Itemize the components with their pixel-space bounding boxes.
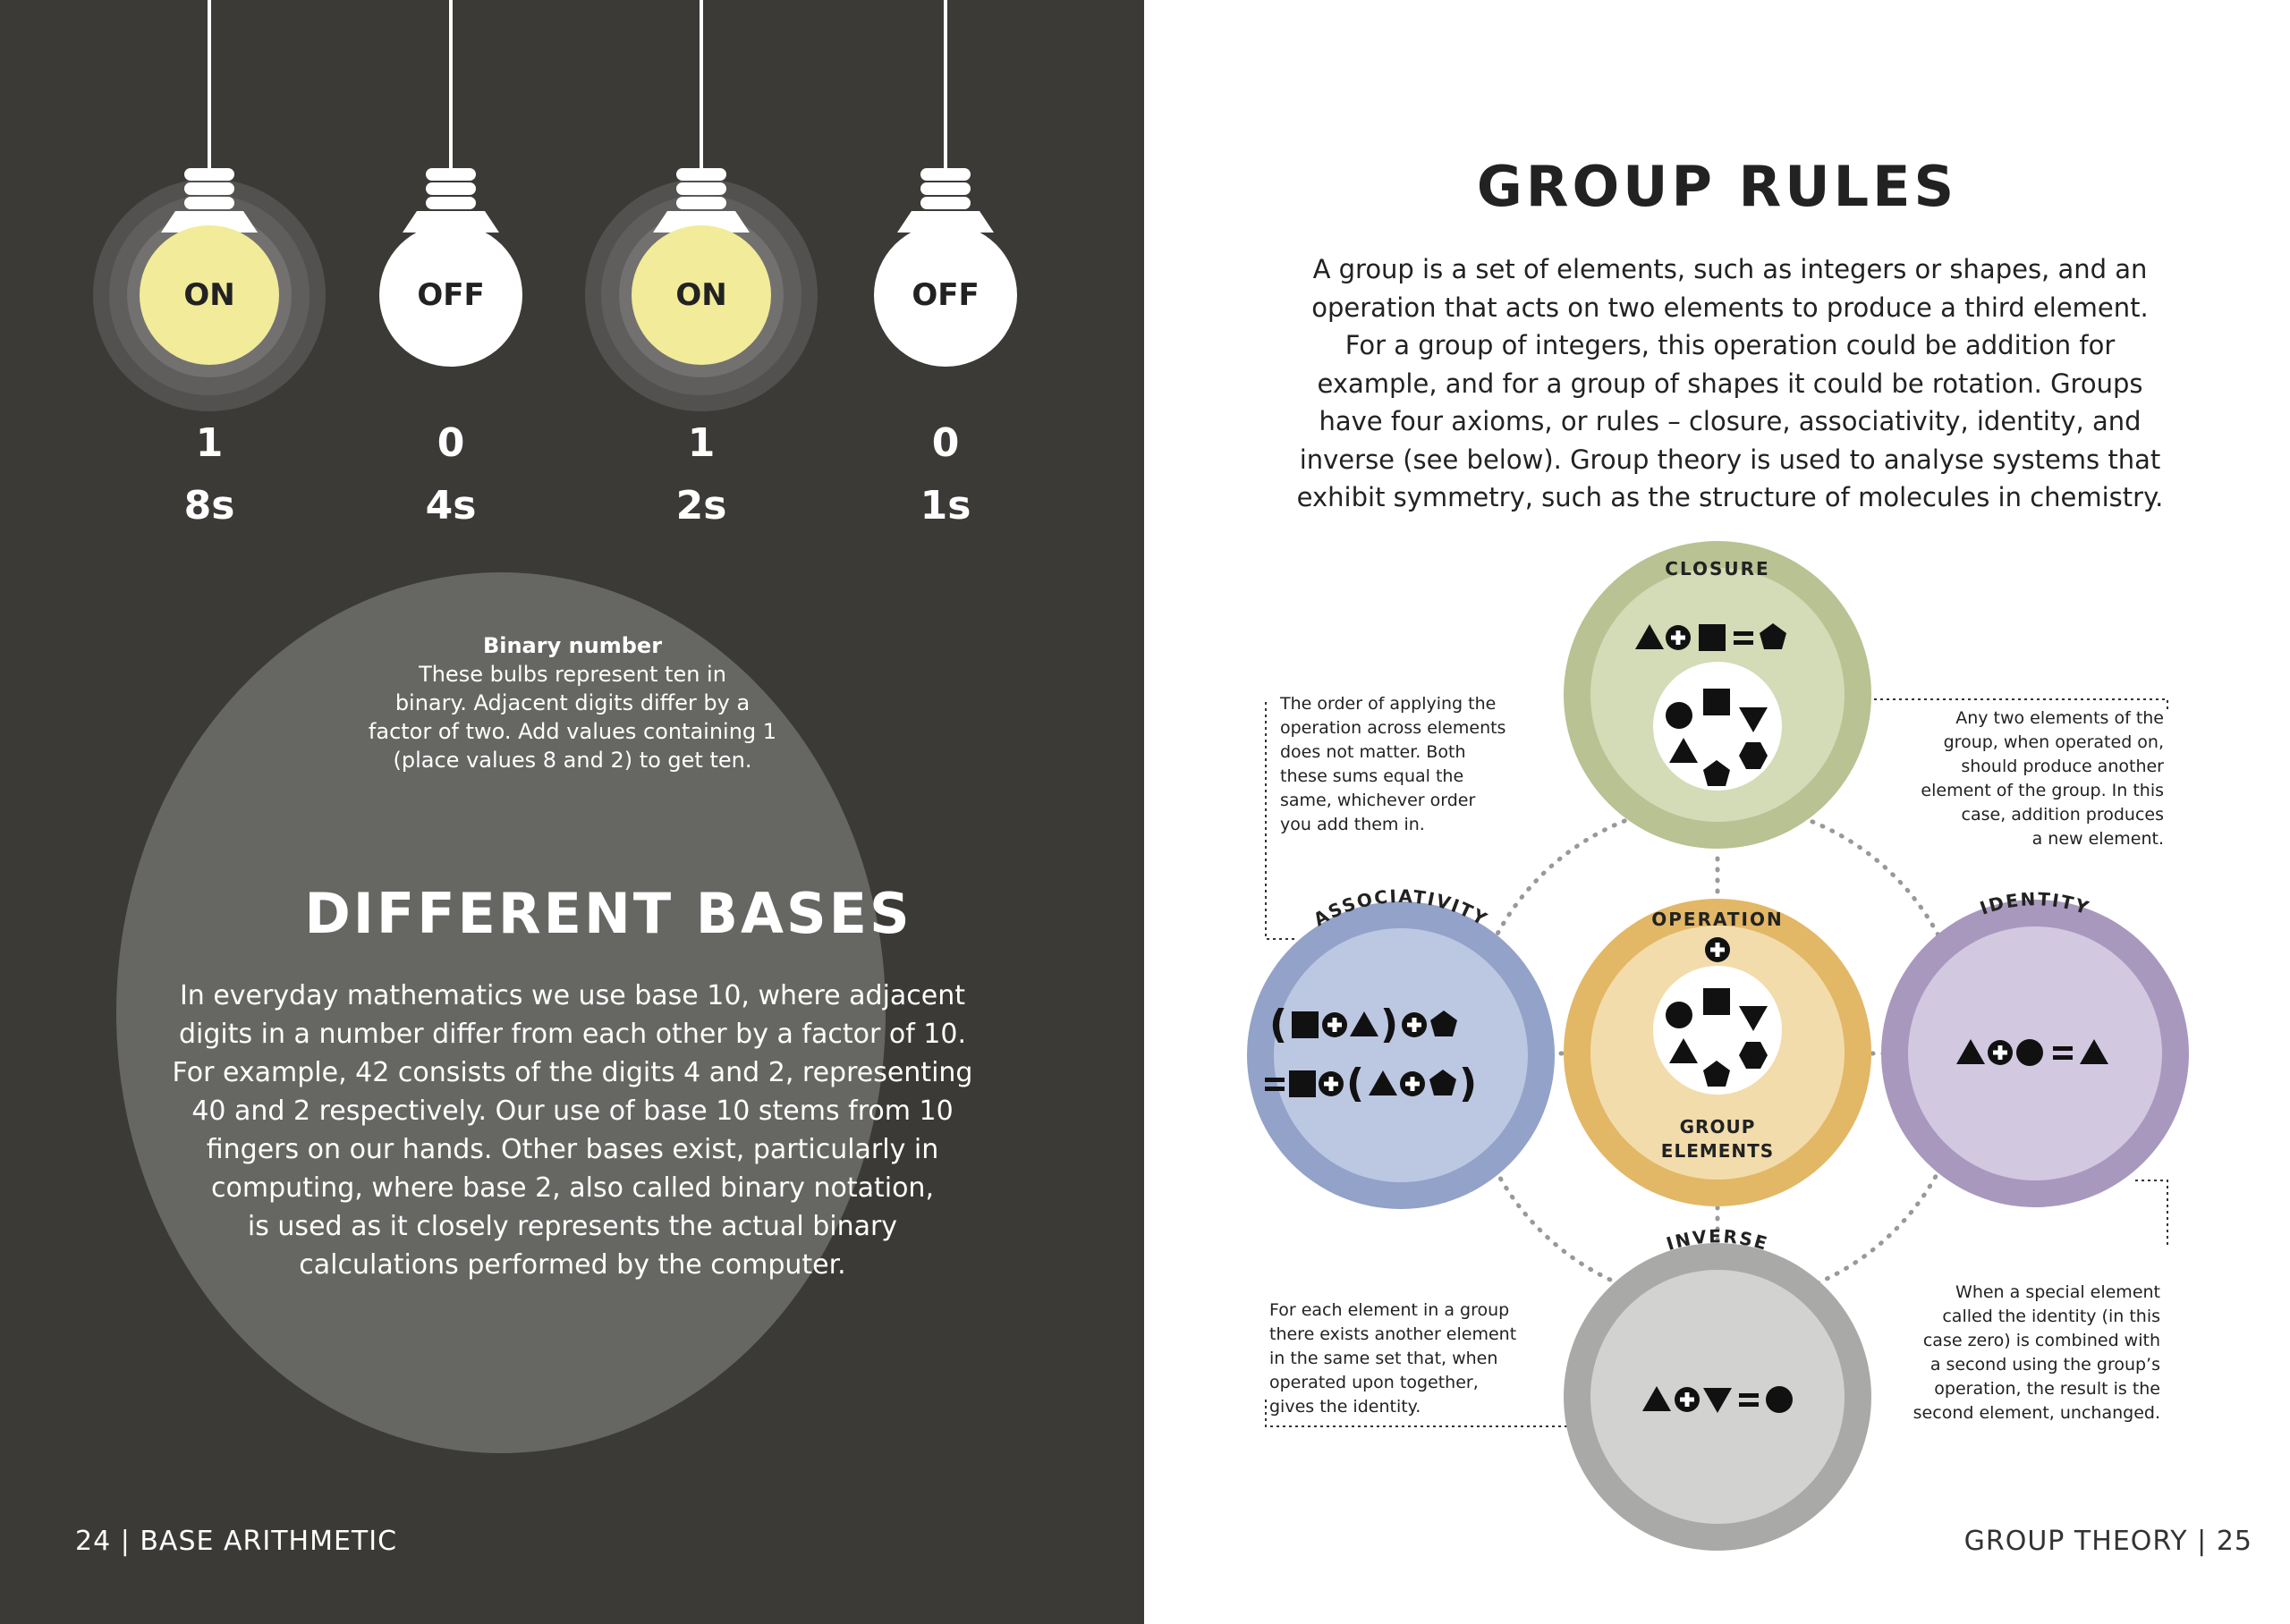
note-leader-line bbox=[2135, 1180, 2167, 1248]
note-line: For each element in a group bbox=[1269, 1300, 1510, 1320]
note-line: The order of applying the bbox=[1280, 694, 1497, 714]
svg-text:(: ( bbox=[1269, 1002, 1288, 1047]
note-line: Any two elements of the bbox=[1955, 708, 2164, 728]
associativity-circle bbox=[1247, 885, 1555, 1209]
note-line: in the same set that, when bbox=[1269, 1349, 1498, 1368]
intro-line: A group is a set of elements, such as integers or shapes, and an bbox=[1312, 254, 2148, 284]
body-line: digits in a number differ from each other by a factor of 10. bbox=[178, 1019, 967, 1050]
note-line: same, whichever order bbox=[1280, 791, 1476, 810]
left-page bbox=[0, 0, 1144, 1624]
bulb-8s bbox=[75, 0, 344, 554]
bulb-1s bbox=[811, 0, 1080, 554]
note-line: When a special element bbox=[1955, 1282, 2160, 1302]
svg-text:): ) bbox=[1459, 1061, 1478, 1106]
body-line: calculations performed by the computer. bbox=[299, 1249, 846, 1281]
page-footer-left: 24 | BASE ARITHMETIC bbox=[75, 1526, 398, 1557]
caption-line: These bulbs represent ten in bbox=[419, 662, 726, 687]
note-line: second element, unchanged. bbox=[1913, 1403, 2160, 1423]
caption-line: (place values 8 and 2) to get ten. bbox=[393, 748, 752, 773]
intro-line: inverse (see below). Group theory is used to analyse systems that bbox=[1299, 444, 2161, 475]
identity-circle bbox=[1881, 888, 2189, 1207]
section-body bbox=[170, 977, 975, 1284]
place-value: 4s bbox=[425, 483, 477, 529]
right-page bbox=[1144, 0, 2290, 1624]
note-line: should produce another bbox=[1961, 757, 2164, 776]
body-line: is used as it closely represents the actual binary bbox=[247, 1211, 898, 1242]
intro-line: operation that acts on two elements to produce a third element. bbox=[1311, 292, 2149, 323]
svg-text:): ) bbox=[1380, 1002, 1399, 1047]
bulb-state-label: ON bbox=[675, 277, 727, 313]
identity-label: IDENTITY bbox=[1977, 888, 2093, 919]
binary-digit: 1 bbox=[687, 420, 716, 466]
intro-line: have four axioms, or rules – closure, associativity, identity, and bbox=[1319, 406, 2142, 436]
bulb-state-label: OFF bbox=[417, 277, 485, 313]
note-line: a new element. bbox=[2031, 829, 2164, 849]
note-line: does not matter. Both bbox=[1280, 742, 1466, 762]
closure-label: CLOSURE bbox=[1665, 558, 1770, 579]
note-line: case zero) is combined with bbox=[1922, 1331, 2160, 1350]
operation-circle bbox=[1564, 899, 1871, 1206]
operation-plus-icon bbox=[1705, 937, 1730, 962]
group-elements-label: ELEMENTS bbox=[1660, 1140, 1775, 1162]
note-line: group, when operated on, bbox=[1943, 732, 2164, 752]
binary-digit: 0 bbox=[437, 420, 465, 466]
note-line: a second using the group’s bbox=[1930, 1355, 2160, 1374]
bulb-2s bbox=[567, 0, 835, 554]
place-value: 2s bbox=[675, 483, 727, 529]
associativity-note bbox=[1280, 692, 1548, 837]
closure-circle bbox=[1564, 541, 1871, 849]
caption-line: binary. Adjacent digits differ by a bbox=[394, 690, 751, 715]
body-line: 40 and 2 respectively. Our use of base 10 stems from 10 bbox=[191, 1095, 954, 1127]
caption-title: Binary number bbox=[482, 633, 663, 658]
intro-line: exhibit symmetry, such as the structure of molecules in chemistry. bbox=[1296, 482, 2164, 512]
note-line: called the identity (in this bbox=[1942, 1307, 2160, 1326]
note-line: element of the group. In this bbox=[1921, 781, 2164, 800]
binary-digit: 1 bbox=[195, 420, 224, 466]
note-line: operation across elements bbox=[1280, 718, 1506, 738]
note-line: operated upon together, bbox=[1269, 1373, 1479, 1392]
associativity-label: ASSOCIATIVITY bbox=[1310, 884, 1492, 931]
group-elements-label: GROUP bbox=[1679, 1116, 1756, 1138]
inverse-note bbox=[1269, 1298, 1556, 1419]
page-title: GROUP RULES bbox=[1476, 154, 1958, 219]
svg-text:(: ( bbox=[1346, 1061, 1365, 1106]
bulb-state-label: ON bbox=[183, 277, 235, 313]
bulb-4s bbox=[317, 0, 585, 554]
intro-line: example, and for a group of shapes it could be rotation. Groups bbox=[1317, 368, 2143, 399]
place-value: 1s bbox=[920, 483, 971, 529]
inverse-label: INVERSE bbox=[1663, 1225, 1771, 1256]
note-line: there exists another element bbox=[1269, 1324, 1517, 1344]
inverse-circle bbox=[1564, 1225, 1871, 1551]
body-line: For example, 42 consists of the digits 4 and 2, representing bbox=[172, 1057, 973, 1088]
closure-note bbox=[1878, 706, 2164, 851]
place-value: 8s bbox=[183, 483, 235, 529]
identity-note bbox=[1860, 1281, 2160, 1425]
note-line: gives the identity. bbox=[1269, 1397, 1421, 1417]
note-line: operation, the result is the bbox=[1934, 1379, 2160, 1399]
binary-digit: 0 bbox=[931, 420, 960, 466]
operation-label: OPERATION bbox=[1651, 909, 1784, 930]
note-line: case, addition produces bbox=[1961, 805, 2164, 825]
caption-line: factor of two. Add values containing 1 bbox=[368, 719, 777, 744]
binary-number-caption bbox=[353, 631, 792, 774]
page-footer-right: GROUP THEORY | 25 bbox=[1963, 1526, 2252, 1557]
note-line: you add them in. bbox=[1280, 815, 1425, 834]
intro-line: For a group of integers, this operation could be addition for bbox=[1344, 330, 2116, 360]
section-title: DIFFERENT BASES bbox=[304, 881, 912, 946]
note-line: these sums equal the bbox=[1280, 766, 1464, 786]
body-line: In everyday mathematics we use base 10, where adjacent bbox=[179, 980, 966, 1011]
body-line: fingers on our hands. Other bases exist, particularly in bbox=[206, 1134, 939, 1165]
bulb-state-label: OFF bbox=[912, 277, 980, 313]
body-line: computing, where base 2, also called binary notation, bbox=[211, 1172, 934, 1204]
